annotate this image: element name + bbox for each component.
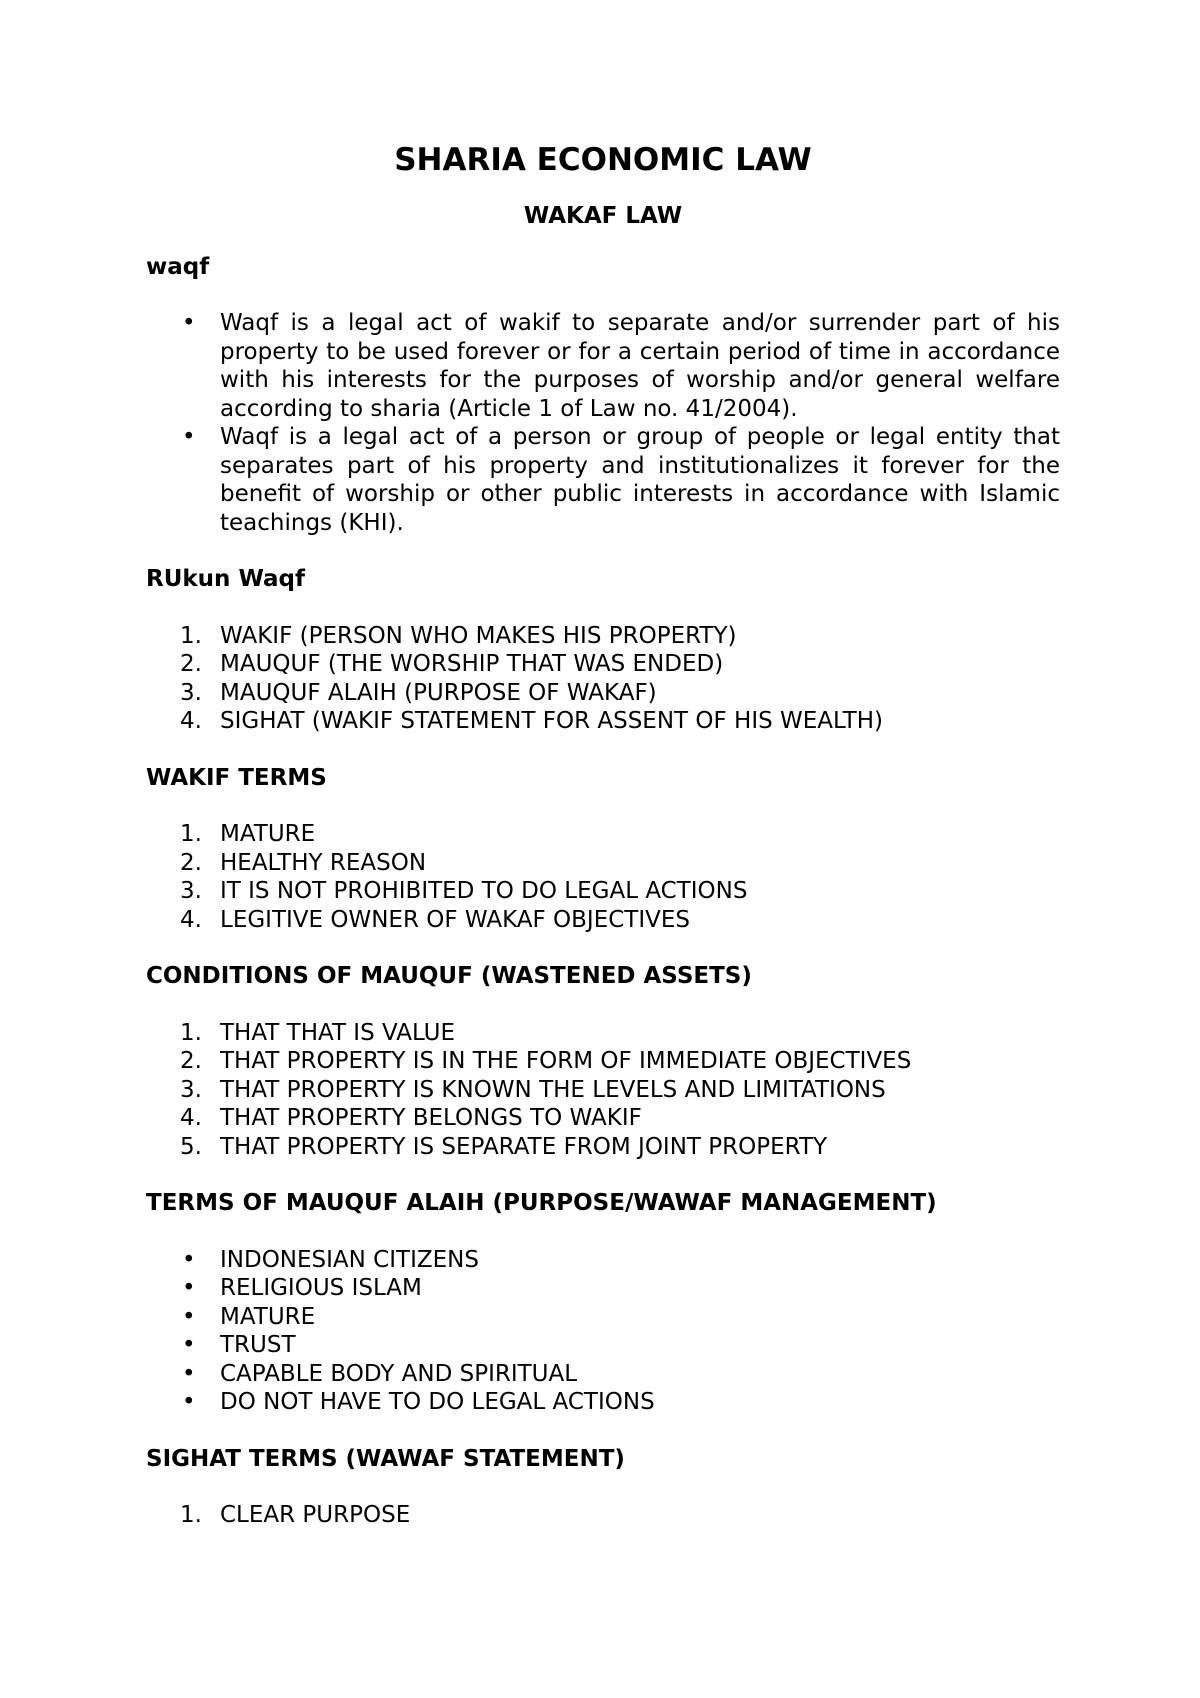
waqf-definition-list (146, 309, 1060, 537)
list-number: 2. (180, 651, 202, 677)
section-heading-sighat-terms: SIGHAT TERMS (WAWAF STATEMENT) (146, 1445, 625, 1472)
list-item (180, 1104, 1060, 1133)
list-number: 2. (180, 849, 202, 876)
list-number: 3. (180, 878, 202, 904)
list-item-text: Waqf is a legal act of wakif to separate and/or surrender part of his property to be used forever or for a certain period of time in accordance with his interests for the purposes of worship and/or general welfare according to sharia (Article 1 of Law no. 41/2004). (220, 310, 1060, 422)
list-item (180, 650, 1060, 679)
list-item (180, 679, 1060, 708)
list-number: 4. (180, 906, 202, 933)
bullet-icon: • (182, 1332, 196, 1358)
list-number: 1. (180, 1019, 202, 1046)
list-number: 3. (180, 679, 202, 706)
list-item-text: THAT PROPERTY BELONGS TO WAKIF (220, 1105, 642, 1131)
list-item-text: DO NOT HAVE TO DO LEGAL ACTIONS (220, 1389, 655, 1415)
bullet-icon: • (182, 1303, 196, 1330)
list-item-text: SIGHAT (WAKIF STATEMENT FOR ASSENT OF HIS WEALTH) (220, 708, 884, 734)
section-heading-waqf: waqf (146, 253, 210, 280)
list-item (180, 1076, 1060, 1105)
list-item-text: THAT PROPERTY IS IN THE FORM OF IMMEDIATE OBJECTIVES (220, 1048, 912, 1074)
list-item-text: TRUST (220, 1332, 296, 1358)
list-item (182, 1331, 1060, 1360)
list-item (180, 622, 1060, 651)
list-number: 1. (180, 622, 202, 649)
list-number: 1. (180, 1502, 202, 1528)
list-item (180, 1133, 1060, 1162)
list-item (180, 1019, 1060, 1048)
list-number: 4. (180, 708, 202, 734)
list-item-text: MAUQUF ALAIH (PURPOSE OF WAKAF) (220, 679, 657, 706)
list-item-text: CLEAR PURPOSE (220, 1502, 411, 1528)
list-item (182, 1388, 1060, 1417)
list-item (182, 1274, 1060, 1303)
list-number: 3. (180, 1076, 202, 1103)
section-heading-mauquf-conditions: CONDITIONS OF MAUQUF (WASTENED ASSETS) (146, 963, 752, 989)
list-item-text: CAPABLE BODY AND SPIRITUAL (220, 1360, 578, 1387)
list-item (182, 309, 1060, 423)
list-item (180, 1047, 1060, 1076)
bullet-icon: • (182, 1360, 196, 1387)
list-item-text: MAUQUF (THE WORSHIP THAT WAS ENDED) (220, 651, 724, 677)
list-item-text: RELIGIOUS ISLAM (220, 1275, 422, 1301)
list-number: 2. (180, 1048, 202, 1074)
list-number: 5. (180, 1133, 202, 1160)
list-number: 4. (180, 1105, 202, 1131)
list-item-text: IT IS NOT PROHIBITED TO DO LEGAL ACTIONS (220, 878, 748, 904)
rukun-list (146, 622, 1060, 736)
mauquf-conditions-list (146, 1019, 1060, 1162)
list-item (180, 707, 1060, 736)
list-item-text: HEALTHY REASON (220, 849, 427, 876)
list-item (180, 877, 1060, 906)
list-item (182, 423, 1060, 537)
list-item (180, 1501, 1060, 1530)
list-item (182, 1246, 1060, 1275)
bullet-icon: • (182, 310, 196, 336)
bullet-icon: • (182, 1246, 196, 1273)
bullet-icon: • (182, 1275, 196, 1301)
list-item-text: WAKIF (PERSON WHO MAKES HIS PROPERTY) (220, 622, 737, 649)
list-item-text: THAT PROPERTY IS SEPARATE FROM JOINT PROPERTY (220, 1133, 828, 1160)
section-heading-wakif-terms: WAKIF TERMS (146, 764, 327, 791)
document-body (146, 140, 1060, 1558)
list-item (180, 906, 1060, 935)
list-item-text: Waqf is a legal act of a person or group of people or legal entity that separates part of his property and institutionalizes it forever for the benefit of worship or other public interests in accordance with Islamic teachings (KHI). (220, 424, 1060, 536)
list-item-text: THAT PROPERTY IS KNOWN THE LEVELS AND LIMITATIONS (220, 1076, 886, 1103)
list-number: 1. (180, 821, 202, 847)
list-item (182, 1360, 1060, 1389)
wakif-terms-list (146, 820, 1060, 934)
sighat-terms-list (146, 1501, 1060, 1530)
list-item-text: MATURE (220, 1303, 316, 1330)
section-heading-rukun: RUkun Waqf (146, 566, 305, 592)
list-item (180, 849, 1060, 878)
document-title: SHARIA ECONOMIC LAW (394, 142, 812, 178)
list-item-text: INDONESIAN CITIZENS (220, 1246, 479, 1273)
list-item-text: LEGITIVE OWNER OF WAKAF OBJECTIVES (220, 906, 691, 933)
mauquf-alaih-terms-list (146, 1246, 1060, 1417)
bullet-icon: • (182, 1389, 196, 1415)
section-heading-mauquf-alaih-terms: TERMS OF MAUQUF ALAIH (PURPOSE/WAWAF MANAGEMENT) (146, 1190, 937, 1216)
list-item (182, 1303, 1060, 1332)
list-item (180, 820, 1060, 849)
list-item-text: MATURE (220, 821, 316, 847)
bullet-icon: • (182, 424, 196, 450)
document-subtitle: WAKAF LAW (523, 203, 683, 229)
list-item-text: THAT THAT IS VALUE (220, 1019, 456, 1046)
